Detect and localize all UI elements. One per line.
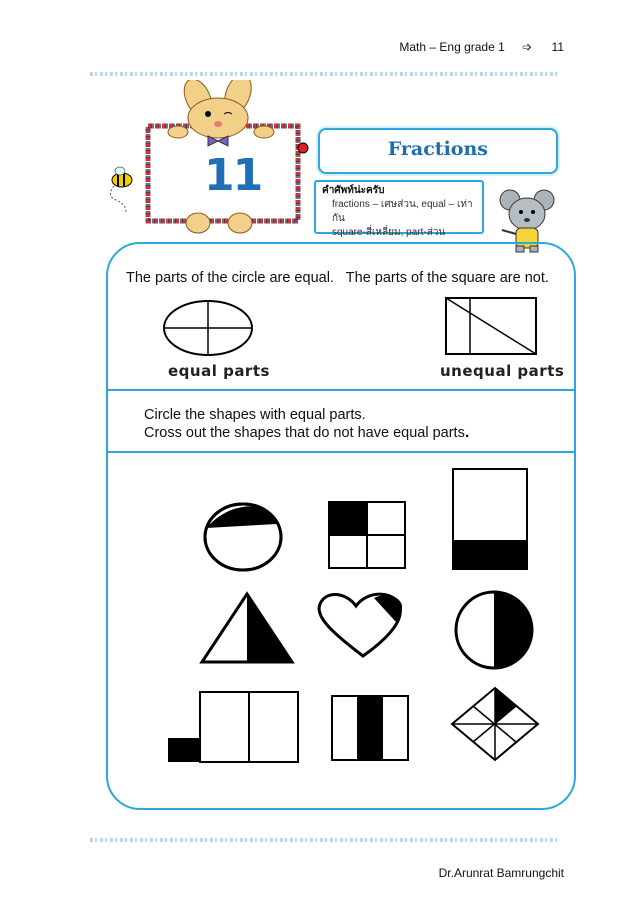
instruction-line: Cross out the shapes that do not have equal parts bbox=[144, 425, 465, 441]
page-title: Fractions bbox=[387, 138, 488, 160]
vocabulary-line: fractions – เศษส่วน, equal – เท่ากัน bbox=[332, 199, 473, 224]
bee-icon bbox=[110, 167, 132, 212]
footer-divider bbox=[90, 838, 560, 842]
vocabulary-heading: คำศัพท์น่ะครับ bbox=[322, 185, 385, 196]
vocabulary-line: square-สี่เหลี่ยม, part-ส่วน bbox=[332, 227, 446, 238]
shape-diamond-eighths[interactable] bbox=[452, 688, 538, 760]
unequal-parts-square bbox=[444, 296, 540, 360]
footer-author: Dr.Arunrat Bamrungchit bbox=[438, 866, 564, 880]
shape-rectangles-unequal[interactable] bbox=[168, 692, 298, 762]
section-divider bbox=[107, 451, 575, 453]
shape-square-thirds[interactable] bbox=[332, 696, 408, 760]
shape-oval-unequal[interactable] bbox=[205, 504, 281, 570]
instruction-period: . bbox=[464, 424, 470, 441]
shape-square-quarters[interactable] bbox=[329, 502, 405, 568]
subject-label: Math – Eng grade 1 bbox=[399, 40, 505, 54]
instruction-line: Circle the shapes with equal parts. bbox=[144, 407, 366, 423]
page-number: 11 bbox=[551, 40, 564, 54]
equal-parts-circle bbox=[160, 298, 260, 362]
header-divider bbox=[90, 72, 560, 76]
vocabulary-box bbox=[314, 180, 484, 238]
instructions bbox=[144, 407, 469, 442]
intro-sentences bbox=[126, 270, 549, 286]
unequal-parts-label: unequal parts bbox=[440, 362, 565, 380]
shape-heart-unequal[interactable] bbox=[319, 594, 402, 656]
shape-triangle-halves[interactable] bbox=[202, 594, 292, 662]
lesson-number-badge: 11 bbox=[204, 150, 262, 201]
shape-circle-halves[interactable] bbox=[456, 592, 532, 668]
square-sentence: The parts of the square are not. bbox=[345, 270, 549, 286]
page-header bbox=[393, 40, 564, 54]
equal-parts-label: equal parts bbox=[168, 362, 270, 380]
shape-rectangle-unequal[interactable] bbox=[453, 469, 527, 569]
exercise-shapes bbox=[160, 466, 560, 776]
circle-sentence: The parts of the circle are equal. bbox=[126, 270, 334, 286]
section-divider bbox=[107, 389, 575, 391]
title-box bbox=[318, 128, 558, 174]
arrow-icon: ➩ bbox=[522, 40, 533, 54]
